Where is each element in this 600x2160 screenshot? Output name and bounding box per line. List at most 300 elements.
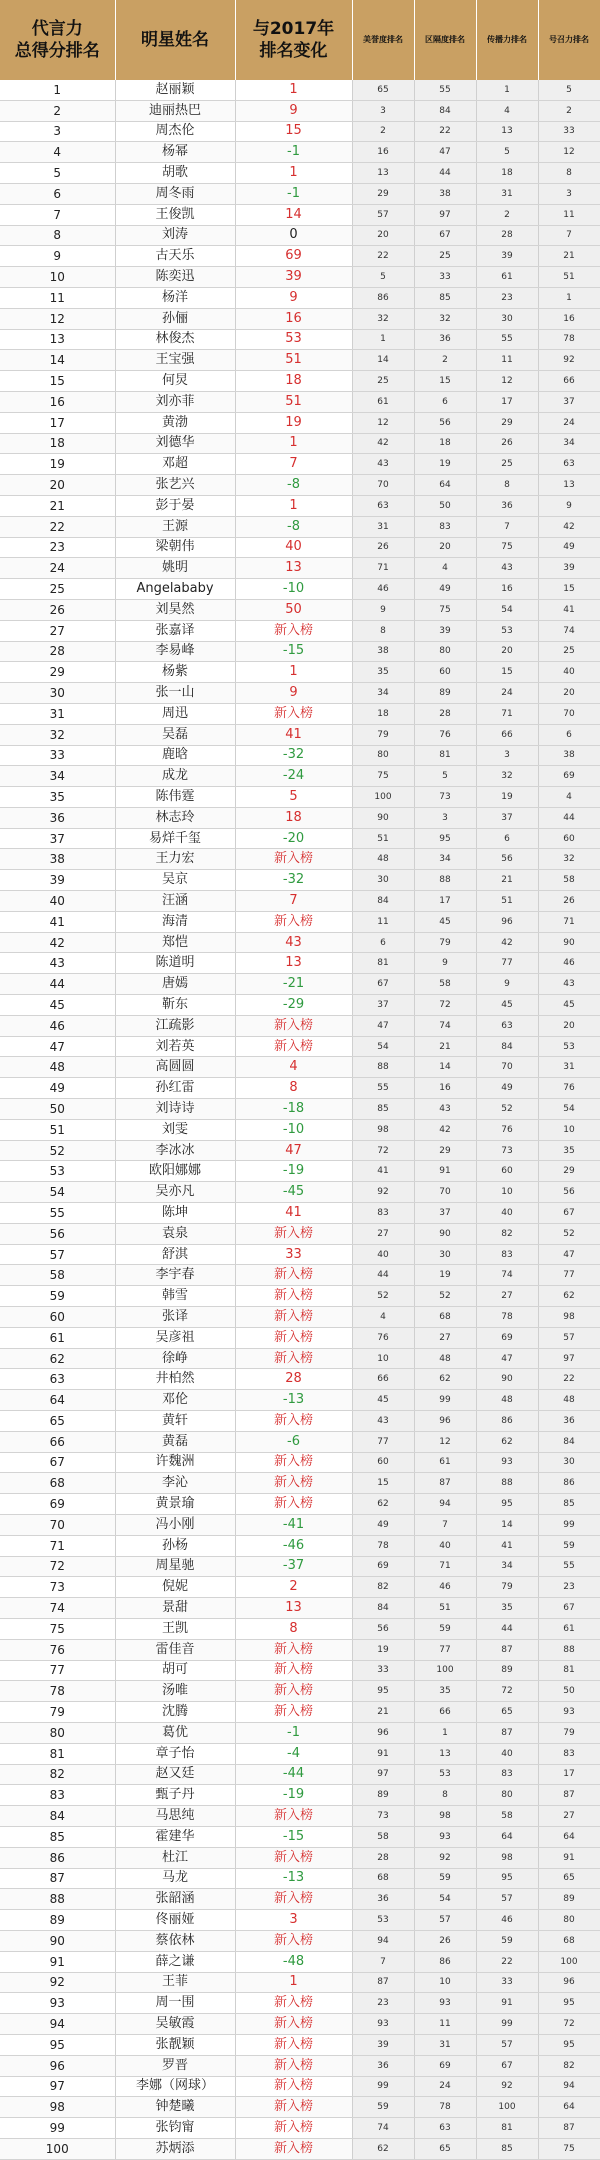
table-row <box>0 641 600 662</box>
spread-rank-cell: 12 <box>476 371 538 392</box>
rank-change-cell: 新入榜 <box>235 1930 352 1951</box>
rank-change-cell: 新入榜 <box>235 1889 352 1910</box>
reputation-rank-cell: 4 <box>352 1307 414 1328</box>
reputation-rank-cell: 19 <box>352 1639 414 1660</box>
table-row <box>0 1099 600 1120</box>
rank-cell: 80 <box>0 1722 115 1743</box>
appeal-rank-cell: 36 <box>538 1411 600 1432</box>
appeal-rank-cell: 13 <box>538 475 600 496</box>
reputation-rank-cell: 78 <box>352 1535 414 1556</box>
rank-cell: 70 <box>0 1514 115 1535</box>
rank-cell: 95 <box>0 2034 115 2055</box>
rank-cell: 24 <box>0 558 115 579</box>
rank-cell: 1 <box>0 80 115 100</box>
appeal-rank-cell: 46 <box>538 953 600 974</box>
rank-change-cell: -15 <box>235 1826 352 1847</box>
rank-change-cell: 41 <box>235 724 352 745</box>
rank-change-cell: 新入榜 <box>235 1286 352 1307</box>
fit-rank-cell: 38 <box>414 183 476 204</box>
reputation-rank-cell: 28 <box>352 1847 414 1868</box>
spread-rank-cell: 58 <box>476 1806 538 1827</box>
table-row <box>0 1182 600 1203</box>
fit-rank-cell: 7 <box>414 1514 476 1535</box>
rank-change-cell: 新入榜 <box>235 1681 352 1702</box>
reputation-rank-cell: 88 <box>352 1057 414 1078</box>
header-overall-rank-label: 代言力 总得分排名 <box>14 19 100 61</box>
table-row <box>0 1514 600 1535</box>
star-name-cell: 刘昊然 <box>115 599 235 620</box>
spread-rank-cell: 54 <box>476 599 538 620</box>
table-row <box>0 1223 600 1244</box>
table-row <box>0 745 600 766</box>
header-name <box>115 0 235 80</box>
rank-change-cell: 新入榜 <box>235 2055 352 2076</box>
appeal-rank-cell: 32 <box>538 849 600 870</box>
fit-rank-cell: 87 <box>414 1473 476 1494</box>
spread-rank-cell: 93 <box>476 1452 538 1473</box>
fit-rank-cell: 47 <box>414 142 476 163</box>
rank-cell: 20 <box>0 475 115 496</box>
star-name-cell: 陈道明 <box>115 953 235 974</box>
table-row <box>0 267 600 288</box>
table-row <box>0 1265 600 1286</box>
star-name-cell: 鹿晗 <box>115 745 235 766</box>
fit-rank-cell: 12 <box>414 1431 476 1452</box>
fit-rank-cell: 68 <box>414 1307 476 1328</box>
star-name-cell: 周冬雨 <box>115 183 235 204</box>
rank-cell: 3 <box>0 121 115 142</box>
fit-rank-cell: 31 <box>414 2034 476 2055</box>
rank-change-cell: 15 <box>235 121 352 142</box>
appeal-rank-cell: 38 <box>538 745 600 766</box>
table-row <box>0 1286 600 1307</box>
table-row <box>0 1556 600 1577</box>
fit-rank-cell: 62 <box>414 1369 476 1390</box>
fit-rank-cell: 53 <box>414 1764 476 1785</box>
fit-rank-cell: 75 <box>414 599 476 620</box>
star-name-cell: 黄轩 <box>115 1411 235 1432</box>
rank-change-cell: 1 <box>235 662 352 683</box>
fit-rank-cell: 54 <box>414 1889 476 1910</box>
appeal-rank-cell: 31 <box>538 1057 600 1078</box>
spread-rank-cell: 10 <box>476 1182 538 1203</box>
rank-cell: 2 <box>0 100 115 121</box>
spread-rank-cell: 30 <box>476 308 538 329</box>
rank-change-cell: -46 <box>235 1535 352 1556</box>
table-row <box>0 1327 600 1348</box>
star-name-cell: 张韶涵 <box>115 1889 235 1910</box>
rank-cell: 98 <box>0 2097 115 2118</box>
appeal-rank-cell: 67 <box>538 1203 600 1224</box>
fit-rank-cell: 50 <box>414 495 476 516</box>
rank-change-cell: 13 <box>235 1598 352 1619</box>
spread-rank-cell: 21 <box>476 870 538 891</box>
fit-rank-cell: 5 <box>414 766 476 787</box>
spread-rank-cell: 90 <box>476 1369 538 1390</box>
spread-rank-cell: 18 <box>476 163 538 184</box>
reputation-rank-cell: 80 <box>352 745 414 766</box>
rank-cell: 51 <box>0 1119 115 1140</box>
rank-change-cell: 7 <box>235 891 352 912</box>
table-row <box>0 1036 600 1057</box>
table-row <box>0 1161 600 1182</box>
rank-cell: 86 <box>0 1847 115 1868</box>
rank-cell: 99 <box>0 2118 115 2139</box>
reputation-rank-cell: 31 <box>352 516 414 537</box>
appeal-rank-cell: 98 <box>538 1307 600 1328</box>
rank-cell: 77 <box>0 1660 115 1681</box>
star-name-cell: 钟楚曦 <box>115 2097 235 2118</box>
spread-rank-cell: 2 <box>476 204 538 225</box>
rank-cell: 48 <box>0 1057 115 1078</box>
table-row <box>0 1390 600 1411</box>
appeal-rank-cell: 35 <box>538 1140 600 1161</box>
rank-cell: 69 <box>0 1494 115 1515</box>
star-name-cell: 刘亦菲 <box>115 391 235 412</box>
spread-rank-cell: 96 <box>476 911 538 932</box>
rank-change-cell: 新入榜 <box>235 2118 352 2139</box>
table-row <box>0 371 600 392</box>
spread-rank-cell: 19 <box>476 787 538 808</box>
fit-rank-cell: 88 <box>414 870 476 891</box>
fit-rank-cell: 74 <box>414 1015 476 1036</box>
reputation-rank-cell: 57 <box>352 204 414 225</box>
fit-rank-cell: 72 <box>414 995 476 1016</box>
rank-change-cell: -19 <box>235 1161 352 1182</box>
star-name-cell: 姚明 <box>115 558 235 579</box>
rank-change-cell: 47 <box>235 1140 352 1161</box>
header-appeal <box>538 0 600 80</box>
appeal-rank-cell: 23 <box>538 1577 600 1598</box>
spread-rank-cell: 40 <box>476 1203 538 1224</box>
table-row <box>0 974 600 995</box>
appeal-rank-cell: 21 <box>538 246 600 267</box>
spread-rank-cell: 8 <box>476 475 538 496</box>
reputation-rank-cell: 81 <box>352 953 414 974</box>
fit-rank-cell: 55 <box>414 80 476 100</box>
reputation-rank-cell: 53 <box>352 1910 414 1931</box>
rank-cell: 37 <box>0 828 115 849</box>
spread-rank-cell: 74 <box>476 1265 538 1286</box>
rank-cell: 16 <box>0 391 115 412</box>
appeal-rank-cell: 67 <box>538 1598 600 1619</box>
header-reputation <box>352 0 414 80</box>
table-row <box>0 1785 600 1806</box>
table-header <box>0 0 600 80</box>
rank-cell: 14 <box>0 350 115 371</box>
table-row <box>0 1660 600 1681</box>
fit-rank-cell: 81 <box>414 745 476 766</box>
rank-change-cell: 8 <box>235 1078 352 1099</box>
spread-rank-cell: 57 <box>476 1889 538 1910</box>
reputation-rank-cell: 69 <box>352 1556 414 1577</box>
table-row <box>0 287 600 308</box>
fit-rank-cell: 59 <box>414 1618 476 1639</box>
appeal-rank-cell: 49 <box>538 537 600 558</box>
appeal-rank-cell: 82 <box>538 2055 600 2076</box>
reputation-rank-cell: 77 <box>352 1431 414 1452</box>
rank-change-cell: 新入榜 <box>235 2097 352 2118</box>
reputation-rank-cell: 11 <box>352 911 414 932</box>
star-name-cell: 李沁 <box>115 1473 235 1494</box>
appeal-rank-cell: 100 <box>538 1951 600 1972</box>
appeal-rank-cell: 34 <box>538 433 600 454</box>
fit-rank-cell: 97 <box>414 204 476 225</box>
rank-cell: 76 <box>0 1639 115 1660</box>
appeal-rank-cell: 7 <box>538 225 600 246</box>
rank-change-cell: 新入榜 <box>235 1639 352 1660</box>
star-name-cell: 舒淇 <box>115 1244 235 1265</box>
star-name-cell: 唐嫣 <box>115 974 235 995</box>
fit-rank-cell: 63 <box>414 2118 476 2139</box>
rank-change-cell: -6 <box>235 1431 352 1452</box>
rank-cell: 61 <box>0 1327 115 1348</box>
rank-change-cell: 19 <box>235 412 352 433</box>
star-name-cell: 欧阳娜娜 <box>115 1161 235 1182</box>
rank-cell: 88 <box>0 1889 115 1910</box>
star-name-cell: 古天乐 <box>115 246 235 267</box>
table-row <box>0 2076 600 2097</box>
header-change-label: 与2017年 排名变化 <box>252 19 335 61</box>
rank-cell: 58 <box>0 1265 115 1286</box>
rank-change-cell: 40 <box>235 537 352 558</box>
fit-rank-cell: 73 <box>414 787 476 808</box>
spread-rank-cell: 23 <box>476 287 538 308</box>
star-name-cell: 周杰伦 <box>115 121 235 142</box>
rank-change-cell: 新入榜 <box>235 2138 352 2159</box>
star-name-cell: 何炅 <box>115 371 235 392</box>
table-row <box>0 2055 600 2076</box>
reputation-rank-cell: 86 <box>352 287 414 308</box>
reputation-rank-cell: 20 <box>352 225 414 246</box>
fit-rank-cell: 1 <box>414 1722 476 1743</box>
appeal-rank-cell: 50 <box>538 1681 600 1702</box>
rank-change-cell: 8 <box>235 1618 352 1639</box>
table-row <box>0 787 600 808</box>
star-name-cell: 黄磊 <box>115 1431 235 1452</box>
fit-rank-cell: 37 <box>414 1203 476 1224</box>
fit-rank-cell: 6 <box>414 391 476 412</box>
star-name-cell: 林俊杰 <box>115 329 235 350</box>
reputation-rank-cell: 84 <box>352 891 414 912</box>
fit-rank-cell: 84 <box>414 100 476 121</box>
reputation-rank-cell: 58 <box>352 1826 414 1847</box>
star-name-cell: 成龙 <box>115 766 235 787</box>
fit-rank-cell: 76 <box>414 724 476 745</box>
rank-cell: 56 <box>0 1223 115 1244</box>
rank-cell: 54 <box>0 1182 115 1203</box>
reputation-rank-cell: 7 <box>352 1951 414 1972</box>
appeal-rank-cell: 51 <box>538 267 600 288</box>
spread-rank-cell: 69 <box>476 1327 538 1348</box>
star-name-cell: 杨幂 <box>115 142 235 163</box>
star-name-cell: 张一山 <box>115 683 235 704</box>
table-row <box>0 142 600 163</box>
fit-rank-cell: 86 <box>414 1951 476 1972</box>
fit-rank-cell: 95 <box>414 828 476 849</box>
rank-change-cell: 33 <box>235 1244 352 1265</box>
rank-cell: 79 <box>0 1702 115 1723</box>
table-row <box>0 391 600 412</box>
appeal-rank-cell: 41 <box>538 599 600 620</box>
reputation-rank-cell: 48 <box>352 849 414 870</box>
spread-rank-cell: 11 <box>476 350 538 371</box>
fit-rank-cell: 64 <box>414 475 476 496</box>
appeal-rank-cell: 20 <box>538 683 600 704</box>
table-row <box>0 1702 600 1723</box>
spread-rank-cell: 64 <box>476 1826 538 1847</box>
spread-rank-cell: 43 <box>476 558 538 579</box>
table-row <box>0 1494 600 1515</box>
reputation-rank-cell: 44 <box>352 1265 414 1286</box>
appeal-rank-cell: 71 <box>538 911 600 932</box>
rank-cell: 34 <box>0 766 115 787</box>
table-row <box>0 703 600 724</box>
reputation-rank-cell: 72 <box>352 1140 414 1161</box>
fit-rank-cell: 69 <box>414 2055 476 2076</box>
star-name-cell: 王俊凯 <box>115 204 235 225</box>
star-name-cell: 苏炳添 <box>115 2138 235 2159</box>
fit-rank-cell: 17 <box>414 891 476 912</box>
star-name-cell: 刘雯 <box>115 1119 235 1140</box>
fit-rank-cell: 59 <box>414 1868 476 1889</box>
star-name-cell: 李娜（网球） <box>115 2076 235 2097</box>
spread-rank-cell: 77 <box>476 953 538 974</box>
appeal-rank-cell: 97 <box>538 1348 600 1369</box>
spread-rank-cell: 60 <box>476 1161 538 1182</box>
star-name-cell: 吴敏霞 <box>115 2014 235 2035</box>
spread-rank-cell: 57 <box>476 2034 538 2055</box>
header-reputation-label: 美誉度排名 <box>363 35 403 44</box>
star-name-cell: 蔡依林 <box>115 1930 235 1951</box>
reputation-rank-cell: 35 <box>352 662 414 683</box>
star-name-cell: 王力宏 <box>115 849 235 870</box>
reputation-rank-cell: 14 <box>352 350 414 371</box>
star-name-cell: 吴亦凡 <box>115 1182 235 1203</box>
table-row <box>0 516 600 537</box>
rank-change-cell: 新入榜 <box>235 1036 352 1057</box>
rank-cell: 47 <box>0 1036 115 1057</box>
table-row <box>0 163 600 184</box>
fit-rank-cell: 26 <box>414 1930 476 1951</box>
fit-rank-cell: 85 <box>414 287 476 308</box>
table-row <box>0 2014 600 2035</box>
rank-cell: 13 <box>0 329 115 350</box>
rank-cell: 44 <box>0 974 115 995</box>
spread-rank-cell: 82 <box>476 1223 538 1244</box>
appeal-rank-cell: 52 <box>538 1223 600 1244</box>
rank-change-cell: -20 <box>235 828 352 849</box>
spread-rank-cell: 45 <box>476 995 538 1016</box>
fit-rank-cell: 52 <box>414 1286 476 1307</box>
appeal-rank-cell: 68 <box>538 1930 600 1951</box>
fit-rank-cell: 33 <box>414 267 476 288</box>
spread-rank-cell: 33 <box>476 1972 538 1993</box>
star-name-cell: 陈坤 <box>115 1203 235 1224</box>
spread-rank-cell: 70 <box>476 1057 538 1078</box>
appeal-rank-cell: 70 <box>538 703 600 724</box>
fit-rank-cell: 8 <box>414 1785 476 1806</box>
table-row <box>0 1764 600 1785</box>
header-appeal-label: 号召力排名 <box>549 35 589 44</box>
star-name-cell: 高圆圆 <box>115 1057 235 1078</box>
fit-rank-cell: 77 <box>414 1639 476 1660</box>
spread-rank-cell: 61 <box>476 267 538 288</box>
spread-rank-cell: 32 <box>476 766 538 787</box>
reputation-rank-cell: 12 <box>352 412 414 433</box>
reputation-rank-cell: 67 <box>352 974 414 995</box>
spread-rank-cell: 88 <box>476 1473 538 1494</box>
star-name-cell: 陈奕迅 <box>115 267 235 288</box>
appeal-rank-cell: 12 <box>538 142 600 163</box>
star-name-cell: 张译 <box>115 1307 235 1328</box>
table-row <box>0 1452 600 1473</box>
table-row <box>0 1140 600 1161</box>
reputation-rank-cell: 45 <box>352 1390 414 1411</box>
table-row <box>0 1411 600 1432</box>
rank-cell: 50 <box>0 1099 115 1120</box>
spread-rank-cell: 36 <box>476 495 538 516</box>
spread-rank-cell: 13 <box>476 121 538 142</box>
reputation-rank-cell: 59 <box>352 2097 414 2118</box>
rank-cell: 49 <box>0 1078 115 1099</box>
rank-cell: 52 <box>0 1140 115 1161</box>
table-row <box>0 995 600 1016</box>
reputation-rank-cell: 16 <box>352 142 414 163</box>
star-name-cell: 罗晋 <box>115 2055 235 2076</box>
table-row <box>0 620 600 641</box>
appeal-rank-cell: 90 <box>538 932 600 953</box>
rank-cell: 60 <box>0 1307 115 1328</box>
rank-change-cell: -8 <box>235 475 352 496</box>
fit-rank-cell: 57 <box>414 1910 476 1931</box>
rank-change-cell: 新入榜 <box>235 1660 352 1681</box>
table-row <box>0 683 600 704</box>
rank-cell: 39 <box>0 870 115 891</box>
rank-cell: 25 <box>0 579 115 600</box>
reputation-rank-cell: 5 <box>352 267 414 288</box>
rank-cell: 92 <box>0 1972 115 1993</box>
fit-rank-cell: 96 <box>414 1411 476 1432</box>
spread-rank-cell: 75 <box>476 537 538 558</box>
rank-cell: 89 <box>0 1910 115 1931</box>
reputation-rank-cell: 73 <box>352 1806 414 1827</box>
table-row <box>0 412 600 433</box>
spread-rank-cell: 26 <box>476 433 538 454</box>
rank-change-cell: 69 <box>235 246 352 267</box>
appeal-rank-cell: 8 <box>538 163 600 184</box>
rank-cell: 40 <box>0 891 115 912</box>
table-row <box>0 475 600 496</box>
reputation-rank-cell: 30 <box>352 870 414 891</box>
rank-change-cell: 新入榜 <box>235 849 352 870</box>
fit-rank-cell: 56 <box>414 412 476 433</box>
fit-rank-cell: 42 <box>414 1119 476 1140</box>
fit-rank-cell: 34 <box>414 849 476 870</box>
reputation-rank-cell: 90 <box>352 807 414 828</box>
star-name-cell: 雷佳音 <box>115 1639 235 1660</box>
rank-change-cell: 43 <box>235 932 352 953</box>
rank-cell: 55 <box>0 1203 115 1224</box>
appeal-rank-cell: 39 <box>538 558 600 579</box>
appeal-rank-cell: 20 <box>538 1015 600 1036</box>
table-row <box>0 1598 600 1619</box>
fit-rank-cell: 51 <box>414 1598 476 1619</box>
rank-cell: 74 <box>0 1598 115 1619</box>
spread-rank-cell: 59 <box>476 1930 538 1951</box>
rank-change-cell: 新入榜 <box>235 1223 352 1244</box>
reputation-rank-cell: 95 <box>352 1681 414 1702</box>
